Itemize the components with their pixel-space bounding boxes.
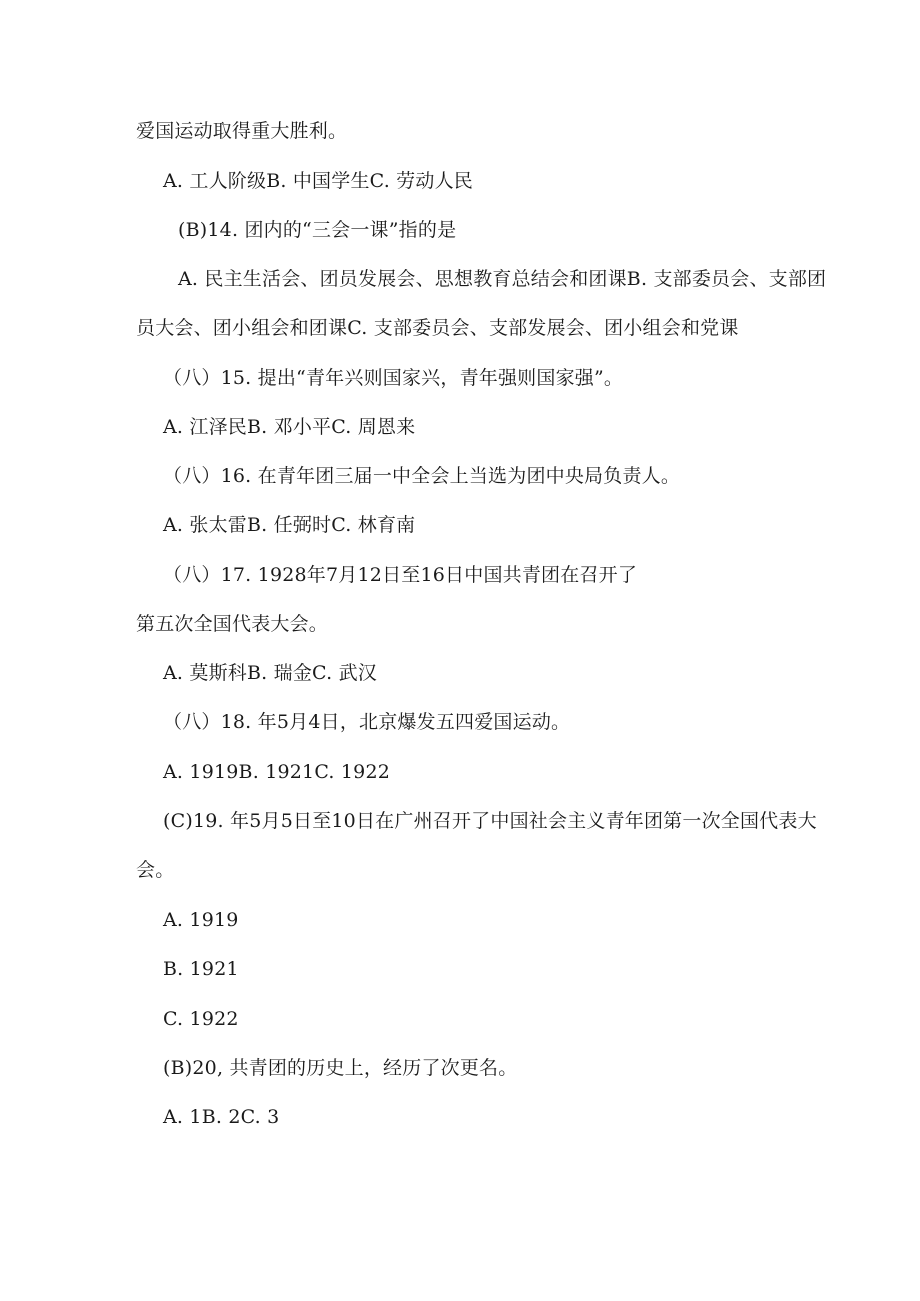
answer-option-a: A. 1919 <box>163 909 239 931</box>
question-16: （八）16. 在青年团三届一中全会上当选为团中央局负责人。 <box>163 465 681 487</box>
question-15: （八）15. 提出“青年兴则国家兴，青年强则国家强”。 <box>163 367 624 389</box>
answer-options: A. 江泽民B. 邓小平C. 周恩来 <box>163 416 416 438</box>
answer-option-b: B. 1921 <box>163 958 239 980</box>
question-19-continued: 会。 <box>136 859 175 881</box>
question-19: (C)19. 年5月5日至10日在广州召开了中国社会主义青年团第一次全国代表大 <box>163 810 817 832</box>
question-17-continued: 第五次全国代表大会。 <box>136 613 329 635</box>
question-17: （八）17. 1928年7月12日至16日中国共青团在召开了 <box>163 564 638 586</box>
answer-options: A. 1919B. 1921C. 1922 <box>163 761 391 783</box>
answer-option-c: C. 1922 <box>163 1008 239 1030</box>
question-20: (B)20, 共青团的历史上，经历了次更名。 <box>163 1057 518 1079</box>
answer-options: A. 1B. 2C. 3 <box>163 1106 280 1128</box>
answer-options: A. 工人阶级B. 中国学生C. 劳动人民 <box>163 170 473 192</box>
answer-options: A. 民主生活会、团员发展会、思想教育总结会和团课B. 支部委员会、支部团 <box>178 268 827 290</box>
answer-options-continued: 员大会、团小组会和团课C. 支部委员会、支部发展会、团小组会和党课 <box>136 317 739 339</box>
question-18: （八）18. 年5月4日，北京爆发五四爱国运动。 <box>163 711 571 733</box>
text-line: 爱国运动取得重大胜利。 <box>136 120 348 142</box>
question-14: (B)14. 团内的“三会一课”指的是 <box>178 219 457 241</box>
answer-options: A. 莫斯科B. 瑞金C. 武汉 <box>163 662 377 684</box>
answer-options: A. 张太雷B. 任弼时C. 林育南 <box>163 514 416 536</box>
